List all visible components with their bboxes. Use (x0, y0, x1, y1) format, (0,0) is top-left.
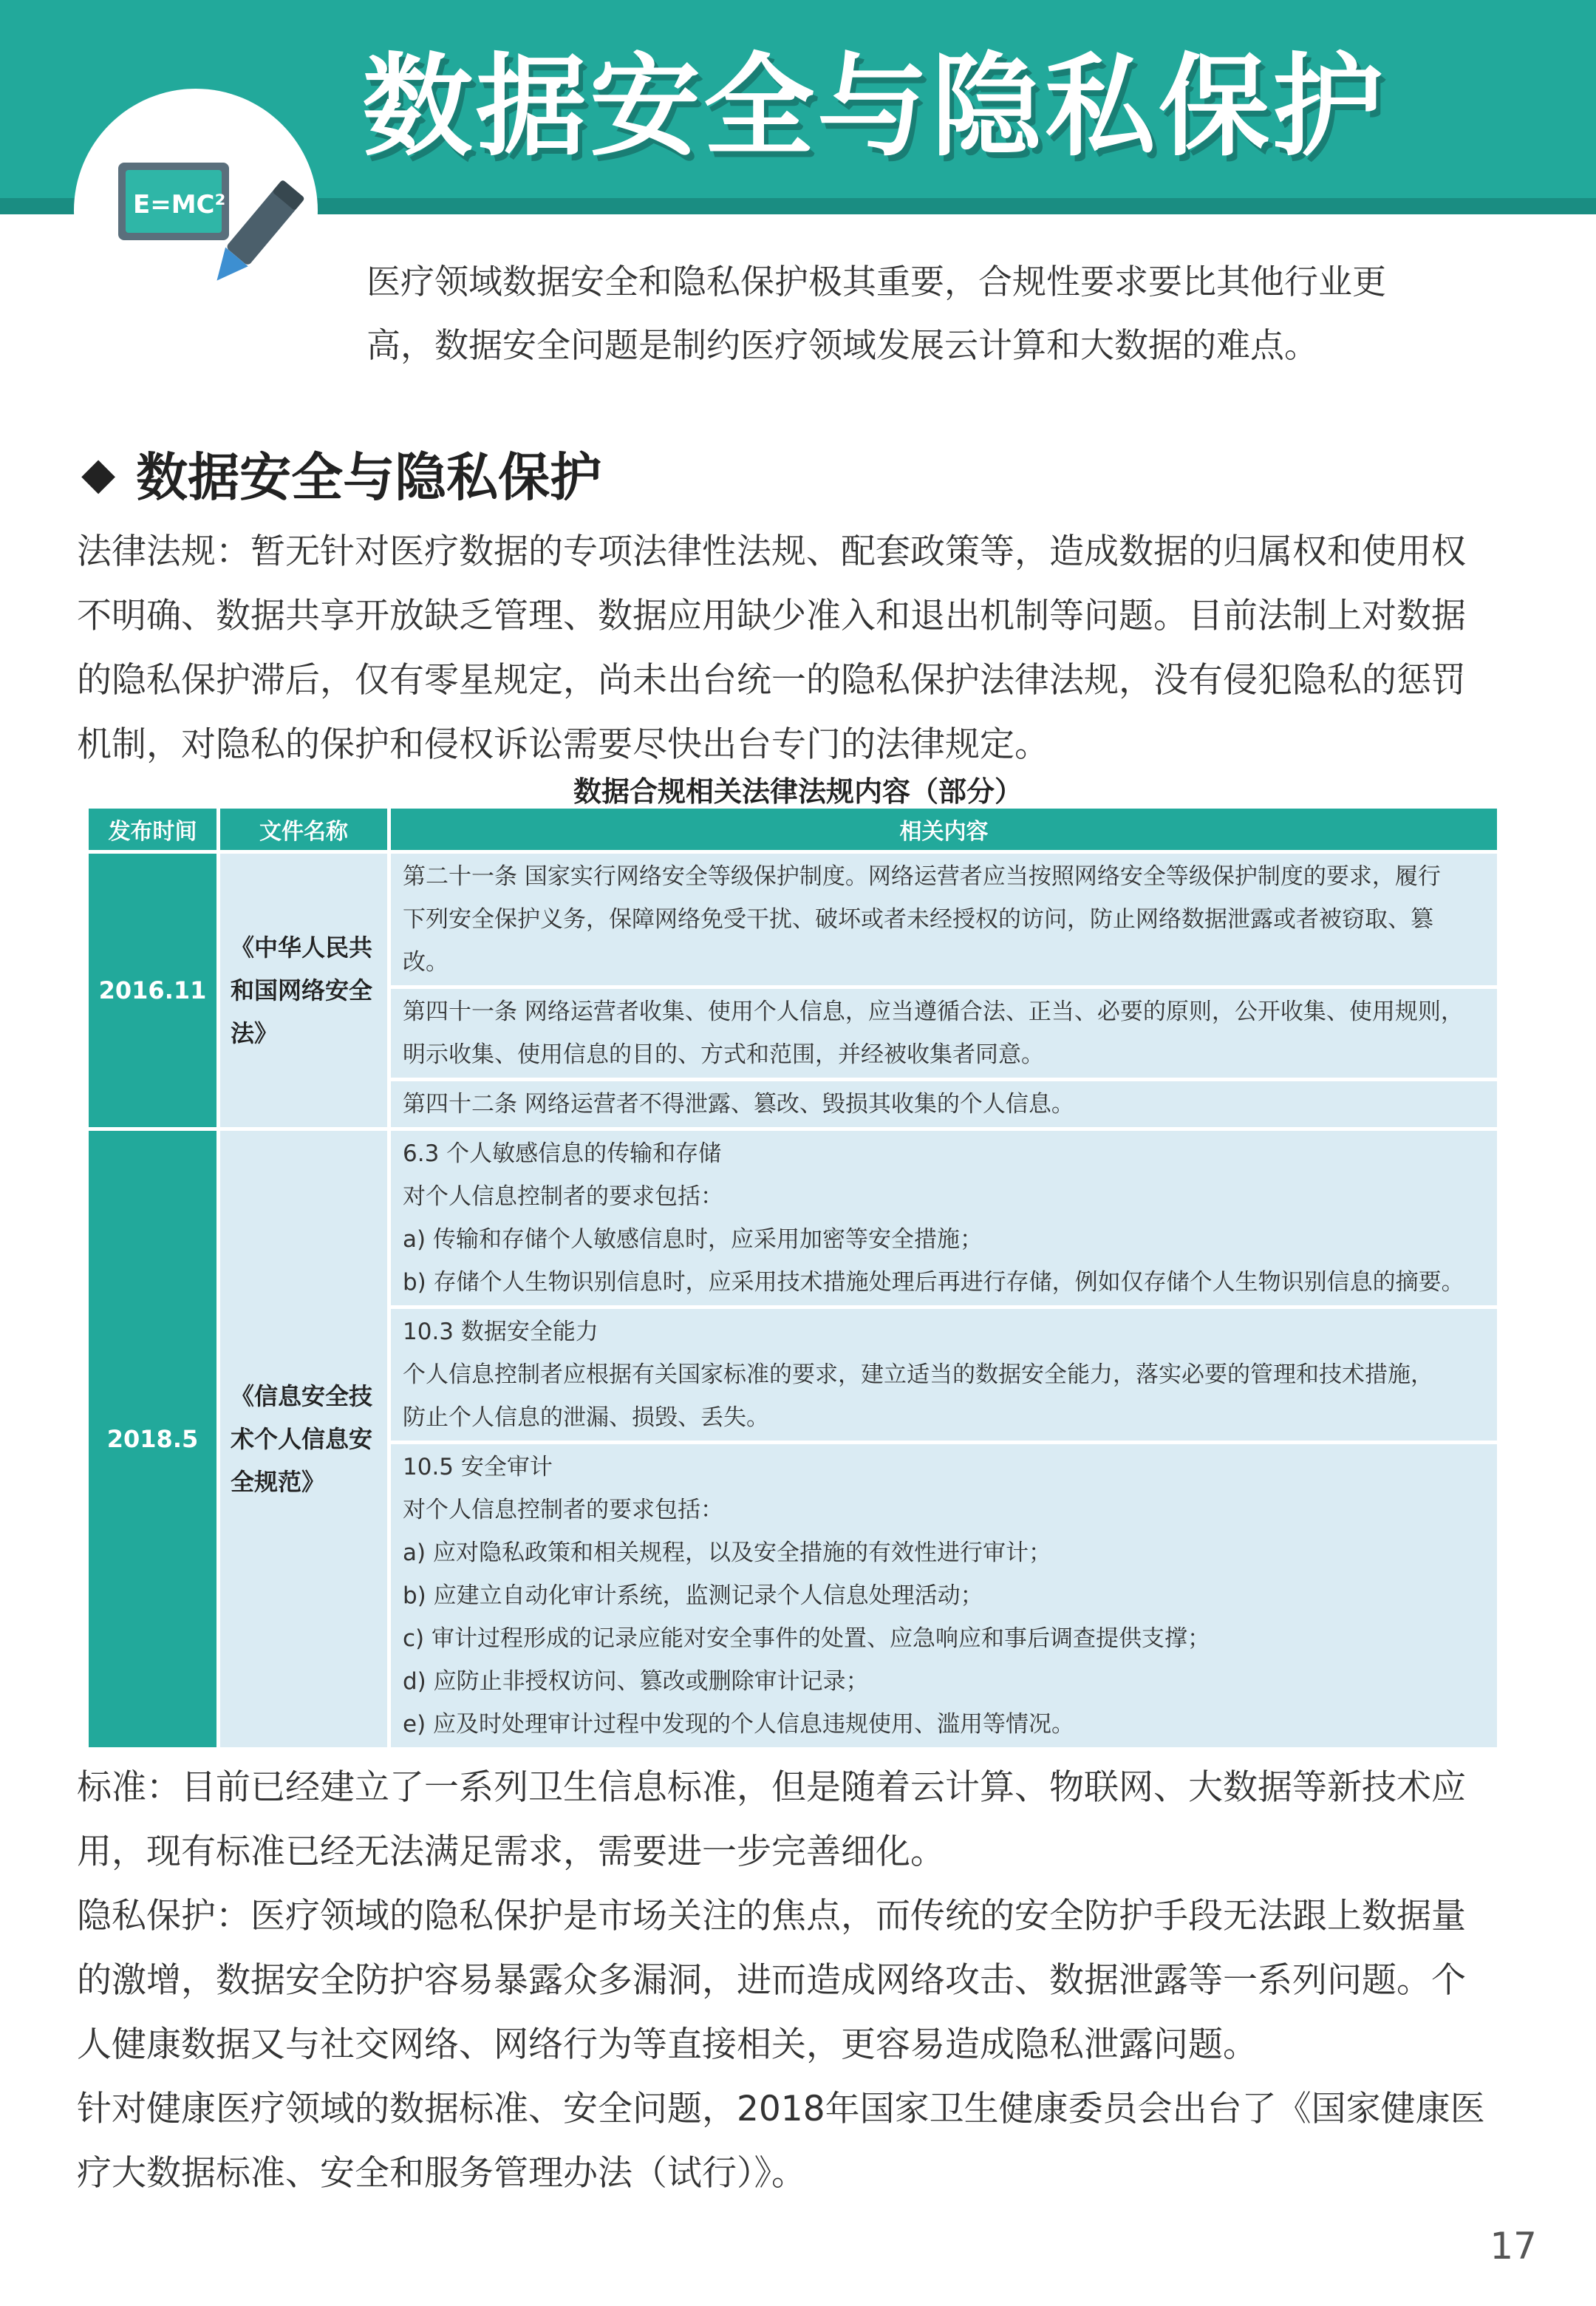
paragraph-line: 人健康数据又与社交网络、网络行为等直接相关，更容易造成隐私泄露问题。 (77, 2024, 1258, 2065)
standards-paragraph (77, 1755, 1525, 1884)
paragraph-line: 疗大数据标准、安全和服务管理办法（试行）》。 (77, 2153, 806, 2194)
content-cell (391, 989, 1497, 1078)
table-title: 数据合规相关法律法规内容（部分） (573, 775, 1023, 808)
content-line: e) 应及时处理审计过程中发现的个人信息违规使用、滥用等情况。 (403, 1711, 1075, 1738)
intro-line: 高，数据安全问题是制约医疗领域发展云计算和大数据的难点。 (366, 325, 1318, 365)
content-line: c) 审计过程形成的记录应能对安全事件的处置、应急响应和事后调查提供支撑； (403, 1625, 1210, 1652)
page-title: 数据安全与隐私保护 (362, 43, 1387, 171)
paragraph-line: 针对健康医疗领域的数据标准、安全问题，2018年国家卫生健康委员会出台了《国家健康医 (77, 2089, 1485, 2129)
content-cell (391, 1444, 1497, 1747)
paragraph-line: 用，现有标准已经无法满足需求，需要进一步完善细化。 (77, 1831, 945, 1872)
doc-name-cell: 《信息安全技术个人信息安全规范》 (220, 1131, 387, 1747)
content-line: 改。 (403, 949, 449, 976)
diamond-bullet-icon: ◆ (81, 447, 116, 500)
page-number: 17 (1490, 2225, 1537, 2268)
intro-paragraph (366, 250, 1490, 377)
content-line: 个人信息控制者应根据有关国家标准的要求，建立适当的数据安全能力，落实必要的管理和技术措施， (403, 1361, 1433, 1388)
paragraph-line: 隐私保护：医疗领域的隐私保护是市场关注的焦点，而传统的安全防护手段无法跟上数据量 (77, 1896, 1466, 1936)
content-line: 下列安全保护义务，保障网络免受干扰、破坏或者未经授权的访问，防止网络数据泄露或者被窃取、篡 (403, 906, 1433, 933)
content-cell (391, 854, 1497, 985)
content-line: 防止个人信息的泄漏、损毁、丢失。 (403, 1404, 769, 1431)
content-line: d) 应防止非授权访问、篡改或删除审计记录； (403, 1668, 869, 1695)
paragraph-line: 不明确、数据共享开放缺乏管理、数据应用缺少准入和退出机制等问题。目前法制上对数据 (77, 596, 1466, 636)
content-line: 10.5 安全审计 (403, 1454, 553, 1480)
paragraph-line: 的激增，数据安全防护容易暴露众多漏洞，进而造成网络攻击、数据泄露等一系列问题。个 (77, 1960, 1466, 2001)
header-icon-circle (74, 89, 318, 333)
content-line: 第四十二条 网络运营者不得泄露、篡改、毁损其收集的个人信息。 (403, 1091, 1074, 1118)
privacy-paragraph (77, 1884, 1525, 2077)
content-line: 明示收集、使用信息的目的、方式和范围，并经被收集者同意。 (403, 1041, 1044, 1068)
intro-line: 医疗领域数据安全和隐私保护极其重要，合规性要求要比其他行业更 (366, 262, 1386, 302)
content-line: 对个人信息控制者的要求包括： (403, 1497, 723, 1523)
table-row (89, 854, 1497, 1127)
content-cell (391, 1309, 1497, 1441)
section-heading (81, 436, 601, 511)
content-line: 10.3 数据安全能力 (403, 1319, 598, 1345)
content-line: 第四十一条 网络运营者收集、使用个人信息，应当遵循合法、正当、必要的原则，公开收集、使用规则， (403, 999, 1464, 1025)
content-line: b) 应建立自动化审计系统，监测记录个人信息处理活动； (403, 1582, 983, 1609)
doc-name-cell: 《中华人民共和国网络安全法》 (220, 854, 387, 1127)
chalkboard-formula-icon (74, 89, 318, 333)
date-cell: 2018.5 (89, 1131, 216, 1747)
content-line: 第二十一条 国家实行网络安全等级保护制度。网络运营者应当按照网络安全等级保护制度的要求，履行 (403, 863, 1441, 890)
paragraph-line: 机制，对隐私的保护和侵权诉讼需要尽快出台专门的法律规定。 (77, 724, 1049, 765)
svg-text:E=MC²: E=MC² (133, 190, 226, 220)
content-line: b) 存储个人生物识别信息时，应采用技术措施处理后再进行存储，例如仅存储个人生物识别信息的摘要。 (403, 1269, 1464, 1296)
content-line: a) 传输和存储个人敏感信息时，应采用加密等安全措施； (403, 1226, 983, 1253)
header-doc: 文件名称 (220, 809, 387, 850)
paragraph-line: 的隐私保护滞后，仅有零星规定，尚未出台统一的隐私保护法律法规，没有侵犯隐私的惩罚 (77, 660, 1466, 701)
paragraph-line: 标准：目前已经建立了一系列卫生信息标准，但是随着云计算、物联网、大数据等新技术应 (77, 1767, 1466, 1808)
table-row (89, 1131, 1497, 1747)
header-content: 相关内容 (391, 809, 1497, 850)
policy-paragraph (77, 2077, 1525, 2205)
content-cell (391, 1081, 1497, 1127)
date-cell: 2016.11 (89, 854, 216, 1127)
content-column (391, 854, 1497, 1127)
table-header-row (89, 809, 1497, 850)
laws-paragraph (77, 520, 1525, 777)
section-heading-text: 数据安全与隐私保护 (136, 447, 602, 508)
regulations-table (89, 809, 1497, 1747)
content-column (391, 1131, 1497, 1747)
content-line: 对个人信息控制者的要求包括： (403, 1183, 723, 1210)
content-line: a) 应对隐私政策和相关规程，以及安全措施的有效性进行审计； (403, 1540, 1051, 1566)
header-date: 发布时间 (89, 809, 216, 850)
paragraph-line: 法律法规：暂无针对医疗数据的专项法律性法规、配套政策等，造成数据的归属权和使用权 (77, 531, 1466, 572)
content-cell (391, 1131, 1497, 1305)
content-line: 6.3 个人敏感信息的传输和存储 (403, 1140, 722, 1167)
